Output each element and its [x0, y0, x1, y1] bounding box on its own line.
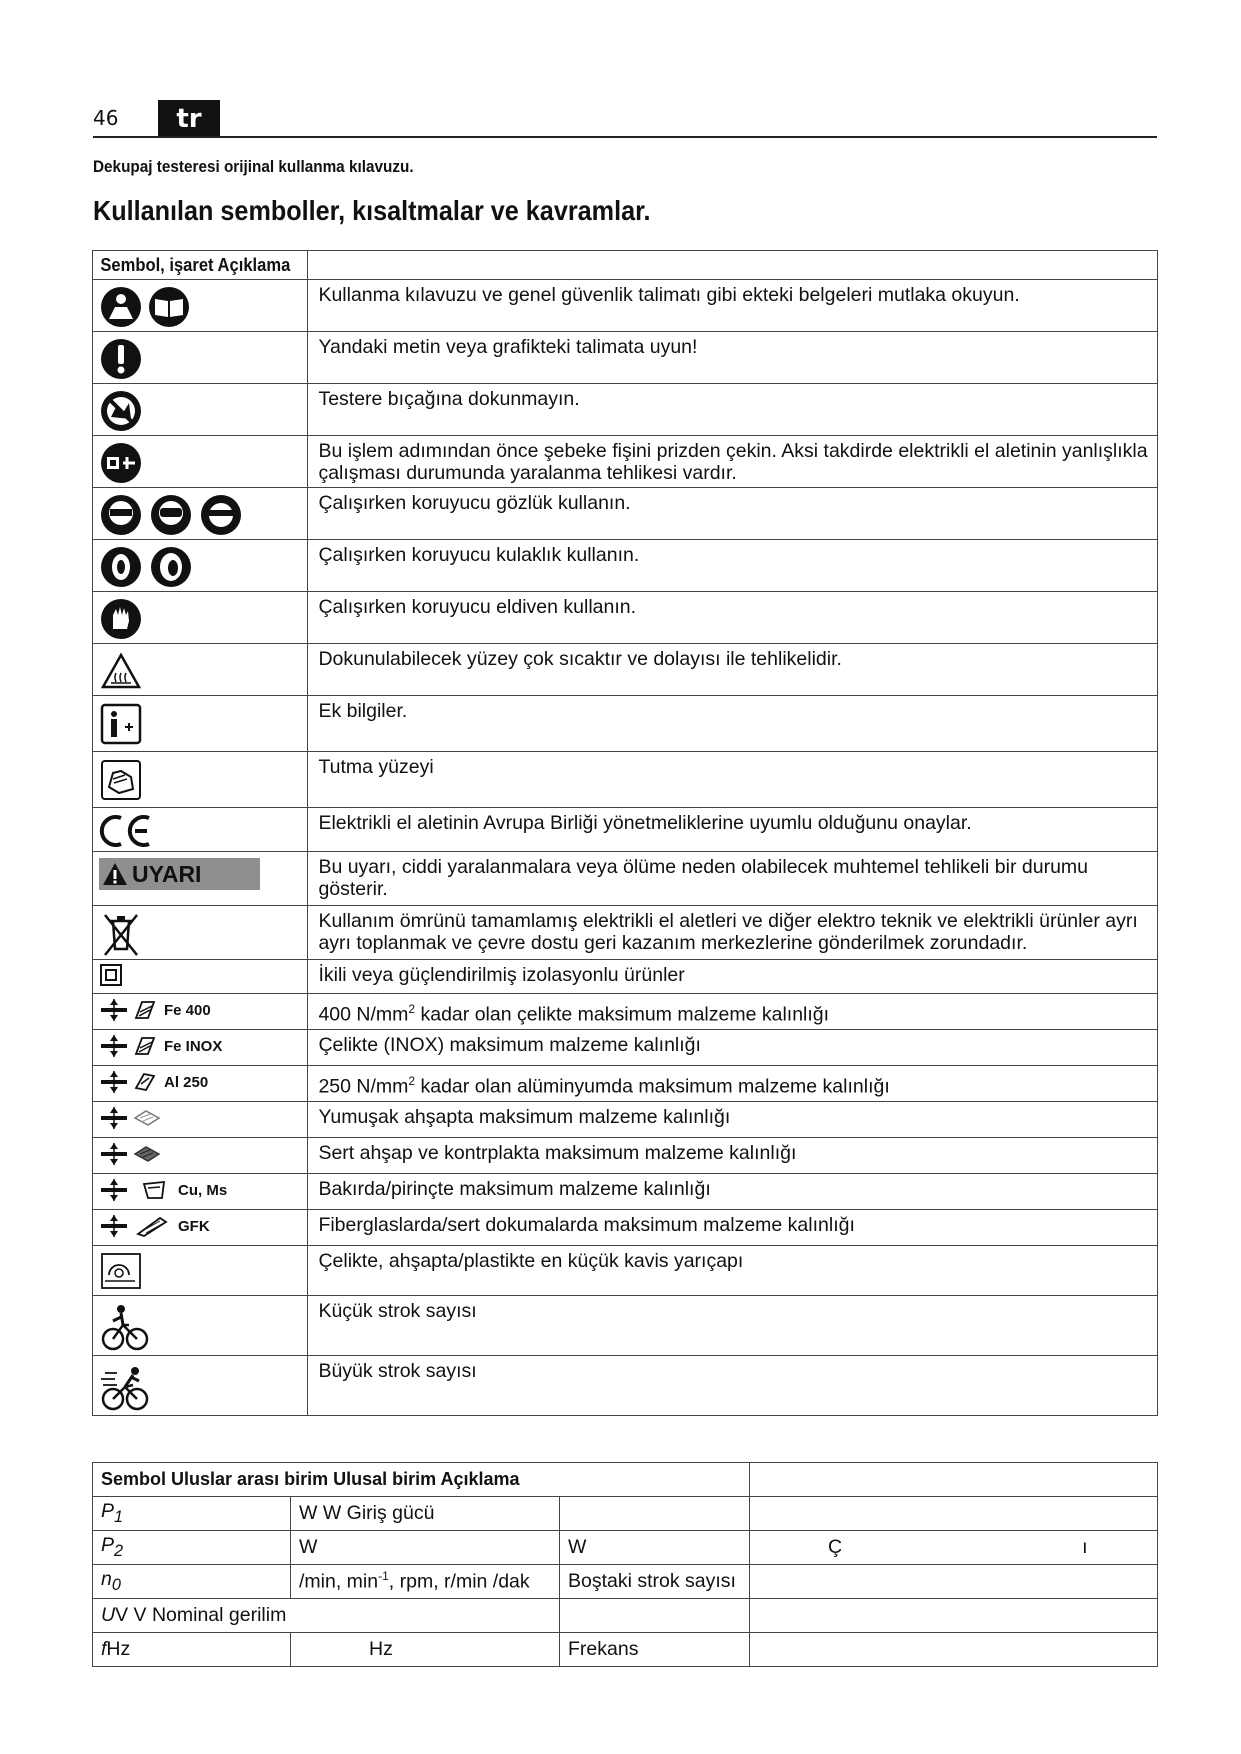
thickness-icon: [99, 1178, 129, 1202]
thickness-icon: [99, 1214, 129, 1238]
hot-surface-icon: [99, 649, 143, 693]
row-description: Testere bıçağına dokunmayın.: [308, 384, 1158, 436]
table-header-row: [93, 1463, 1158, 1497]
table-row: [93, 696, 1158, 752]
inox-thickness-icon: [132, 1034, 158, 1058]
unit-value: [750, 1599, 1158, 1633]
table-row: [93, 384, 1158, 436]
header-cell: [93, 251, 308, 280]
table-row: [93, 960, 1158, 994]
attention-icon: [99, 337, 143, 381]
material-label: Cu, Ms: [178, 1181, 228, 1199]
table-row: [93, 488, 1158, 540]
table-row: [93, 1599, 1158, 1633]
empty-cell: [750, 1463, 1158, 1497]
material-label: GFK: [178, 1217, 210, 1235]
table-row: [93, 1174, 1158, 1210]
table-header-row: [93, 251, 1158, 280]
row-description: Sert ahşap ve kontrplakta maksimum malzeme kalınlığı: [308, 1138, 1158, 1174]
double-insulation-icon: [99, 963, 123, 987]
hardwood-thickness-icon: [132, 1142, 162, 1166]
row-description: Yumuşak ahşapta maksimum malzeme kalınlığı: [308, 1102, 1158, 1138]
material-label: Al 250: [164, 1073, 209, 1091]
table-row: [93, 540, 1158, 592]
table-row: [93, 1138, 1158, 1174]
curve-radius-icon: [99, 1251, 143, 1291]
thickness-icon: [99, 998, 129, 1022]
page-title: Kullanılan semboller, kısaltmalar ve kavramlar.: [93, 195, 651, 226]
table-row: [93, 852, 1158, 906]
unit-value: [750, 1633, 1158, 1667]
thickness-icon: [99, 1142, 129, 1166]
unit-value: [560, 1497, 750, 1531]
row-description: 400 $N/mm^2$ kadar olan çelikte maksimum malzeme kalınlığı: [308, 994, 1158, 1030]
table-row: [93, 436, 1158, 488]
row-description: Kullanım ömrünü tamamlamış elektrikli el aletleri ve diğer elektro teknik ve elektrikli ürünler ayrı ayrı toplanmak ve çevre dostu geri kazanım merkezlerine gönderilmek zorundadır.: [308, 906, 1158, 960]
weee-bin-icon: [99, 911, 143, 957]
material-label: Fe 400: [164, 1001, 211, 1019]
row-description: Bakırda/pirinçte maksimum malzeme kalınlığı: [308, 1174, 1158, 1210]
table-row: [93, 644, 1158, 696]
read-manual-icon: [99, 285, 195, 329]
high-stroke-icon: [99, 1361, 151, 1413]
table-row: [93, 1030, 1158, 1066]
row-description: Çelikte, ahşapta/plastikte en küçük kavis yarıçapı: [308, 1246, 1158, 1296]
row-description: Bu uyarı, ciddi yaralanmalara veya ölüme neden olabilecek muhtemel tehlikeli bir durumu gösterir.: [308, 852, 1158, 906]
units-header: Sembol Uluslar arası birim Ulusal birim Açıklama: [93, 1463, 750, 1497]
table-row: [93, 1633, 1158, 1667]
table-row: [93, 906, 1158, 960]
unit-value: Frekans: [560, 1633, 750, 1667]
table-row: [93, 1066, 1158, 1102]
unit-symbol: $P_2$: [93, 1531, 291, 1565]
grip-surface-icon: [99, 757, 143, 803]
language-tab: tr: [158, 100, 220, 136]
warning-label-text: UYARI: [132, 860, 202, 887]
unit-symbol: UV V Nominal gerilim: [93, 1599, 560, 1633]
unit-value: Hz: [291, 1633, 560, 1667]
table-row: [93, 752, 1158, 808]
warning-triangle-icon: [102, 862, 128, 886]
page-number: 46: [93, 106, 119, 130]
thickness-icon: [99, 1070, 129, 1094]
table-row: [93, 332, 1158, 384]
row-description: Dokunulabilecek yüzey çok sıcaktır ve dolayısı ile tehlikelidir.: [308, 644, 1158, 696]
no-touch-blade-icon: [99, 389, 143, 433]
thickness-icon: [99, 1106, 129, 1130]
unit-value: [750, 1565, 1158, 1599]
softwood-thickness-icon: [132, 1106, 162, 1130]
row-description: Çalışırken koruyucu eldiven kullanın.: [308, 592, 1158, 644]
table-row: [93, 1356, 1158, 1416]
unit-value: /min, $\min^{-1}$, rpm, r/min /dak: [291, 1565, 560, 1599]
unit-value: W: [560, 1531, 750, 1565]
table-row: [93, 994, 1158, 1030]
low-stroke-icon: [99, 1301, 151, 1353]
header-cell-right: [308, 251, 1158, 280]
row-description: İkili veya güçlendirilmiş izolasyonlu ürünler: [308, 960, 1158, 994]
table-row: [93, 1246, 1158, 1296]
ear-protection-icon: [99, 545, 195, 589]
thickness-icon: [99, 1034, 129, 1058]
unit-value: Boştaki strok sayısı: [560, 1565, 750, 1599]
table-row: [93, 1565, 1158, 1599]
row-description: Tutma yüzeyi: [308, 752, 1158, 808]
unit-value: Ç ı: [750, 1531, 1158, 1565]
unplug-icon: [99, 441, 143, 485]
aluminium-thickness-icon: [132, 1070, 158, 1094]
row-description: Yandaki metin veya grafikteki talimata uyun!: [308, 332, 1158, 384]
unit-value: W: [291, 1531, 560, 1565]
table-row: [93, 1296, 1158, 1356]
row-description: Elektrikli el aletinin Avrupa Birliği yönetmeliklerine uyumlu olduğunu onaylar.: [308, 808, 1158, 852]
unit-value: [560, 1599, 750, 1633]
row-description: Fiberglaslarda/sert dokumalarda maksimum malzeme kalınlığı: [308, 1210, 1158, 1246]
unit-symbol: $P_1$: [93, 1497, 291, 1531]
eye-protection-icon: [99, 493, 243, 537]
unit-value: W W Giriş gücü: [291, 1497, 560, 1531]
copper-brass-thickness-icon: [132, 1178, 172, 1202]
material-label: Fe INOX: [164, 1037, 223, 1055]
steel-thickness-icon: [132, 998, 158, 1022]
header-rule: [93, 136, 1157, 138]
row-description: Kullanma kılavuzu ve genel güvenlik talimatı gibi ekteki belgeleri mutlaka okuyun.: [308, 280, 1158, 332]
row-description: 250 $N/mm^2$ kadar olan alüminyumda maksimum malzeme kalınlığı: [308, 1066, 1158, 1102]
ce-mark-icon: [99, 813, 153, 849]
row-description: Ek bilgiler.: [308, 696, 1158, 752]
unit-symbol: fHz: [93, 1633, 291, 1667]
table-row: [93, 1102, 1158, 1138]
table-row: [93, 280, 1158, 332]
table-row: [93, 1531, 1158, 1565]
row-description: Küçük strok sayısı: [308, 1296, 1158, 1356]
info-icon: [99, 701, 143, 747]
table-row: [93, 592, 1158, 644]
gloves-icon: [99, 597, 143, 641]
fiberglass-thickness-icon: [132, 1214, 172, 1238]
table-row: [93, 808, 1158, 852]
row-description: Çalışırken koruyucu gözlük kullanın.: [308, 488, 1158, 540]
row-description: Bu işlem adımından önce şebeke fişini prizden çekin. Aksi takdirde elektrikli el aletinin yanlışlıkla çalışması durumunda yaralanma tehlikesi vardır.: [308, 436, 1158, 488]
table-row: [93, 1497, 1158, 1531]
unit-value: [750, 1497, 1158, 1531]
warning-label: [99, 858, 260, 890]
row-description: Büyük strok sayısı: [308, 1356, 1158, 1416]
symbols-table: [92, 250, 1158, 1416]
units-table: [92, 1462, 1158, 1667]
row-description: Çalışırken koruyucu kulaklık kullanın.: [308, 540, 1158, 592]
table-header: Sembol, işaret Açıklama: [100, 255, 291, 275]
row-description: Çelikte (INOX) maksimum malzeme kalınlığı: [308, 1030, 1158, 1066]
table-row: [93, 1210, 1158, 1246]
unit-symbol: $n_0$: [93, 1565, 291, 1599]
document-subtitle: Dekupaj testeresi orijinal kullanma kılavuzu.: [93, 157, 414, 176]
